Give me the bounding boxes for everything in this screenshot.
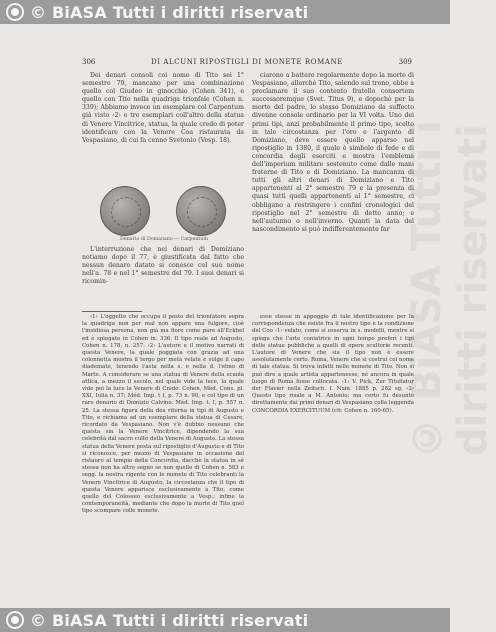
coin-obverse-image <box>100 186 150 236</box>
coin-reverse-image <box>176 186 226 236</box>
footnote: ‹1› L'oggetto che occupa il posto del trionfatore sopra la quadriga non per mal non appare una fulgore, cioè l'insidiosa persona, non già ma fiore come pare all'Eckhel ed è spiegato in Cohen in. 336. Il tipo reale ad Augusto, Cohen n. 178, n. 257. ‹2› L'autore e il motivo narrati di questa Venere, la quale poggiata con grazia ad una colonnetta mostra il tergo per metà velate e volge il capo diademato, tenendo l'asta nella s. e nella d. l'elmo di Marte. A considerare se una statua di Venere della scuola attica, a mezzo il secolo, nel quale vide la luce, la quale vide poi la luce la Venere di Cnido. Cohen, Méd. Cons. pl. XXI, Iulia n. 37; Méd. Imp. t I, p. 73 n. 90, e col tipo di un raro denario di Domizio Calvino. Méd. Imp. t. I, p. 557 n. 25. La stessa figura della dea ritorna in tipi di Augusto e Tito, e richiama ad un esemplare della statua di Cesare, ricordato da Vespasiano. Non v'è dubbio nessuno che questa sia la Venere Vincitrice, dipendendo la sua celebrità dal sacro culto della Venere di Augusto. La stessa statua della Venere posta sul ripostiglio d'Augusto e di Tito si riconosce, per mezzo di Vespasiano in occasione del ristauro al tempio della Concordia, dacchè la statua in sé stessa non ha altro segno se non quello di Cohen n. 583 e segg. la nostra vigente con le monete di Tito celebranti la Venere Vincitrice di Augusto, la circostanza che il tipo di questa Venere apparisce esclusivamente a Tito, come quello del Colosseo esclusivamente a Vesp.; infine la contemporaneità, mediante che dopo la morte di Tito quel tipo scompare colle monete. <box>82 314 244 515</box>
paragraph: Dei denari consoli coi nome di Tito sei 1° semestre 79, mancano per una combinazione quello col Giudeo in ginocchio (Cohen 341), e quello con Tito nella quadriga trionfale (Cohen n. 339); Abbiamo invece un esemplare col Carpentum già visto ‹2› e tre esemplari coll'altro della statua di Venere Vincitrice, statua, la quale credo di poter identificare con la Venere Coa ristaurata da Vespasiano, di cui fa cenno Svetonio (Vesp. 18). <box>82 72 244 144</box>
body-text-left-top <box>82 72 244 180</box>
body-text-right-top <box>252 72 414 314</box>
banner-text: © BiASA Tutti i diritti riservati <box>30 610 309 630</box>
coin-illustration <box>84 182 244 242</box>
copyright-banner-top <box>0 0 450 24</box>
running-title: DI ALCUNI RIPOSTIGLI DI MONETE ROMANE <box>150 58 344 66</box>
vertical-watermark: © BiASA Tutti i diritti riservati <box>404 120 496 460</box>
footnote-rule <box>82 311 142 312</box>
coin-caption: Denario di Domiziano — Carpentum <box>120 237 208 242</box>
footnotes-right <box>252 314 414 576</box>
page-number-right: 309 <box>398 58 412 66</box>
banner-text: © BiASA Tutti i diritti riservati <box>30 2 309 22</box>
paragraph: L'interruzione che nei denari di Domiziano notiamo dopo il 77, è giustificata dal fatto che nessun denaro datato si conosce col suo nome nell'a. 78 e nel 1° semestre del 79. I suoi denari si ricomin- <box>82 246 244 286</box>
copyright-icon <box>6 3 24 21</box>
footnote: esse stesse in appoggio di tale identificazione per la corrispondenza che esiste fra il nostro tipo e la condizione del Coo ‹1› velato, come si osserva in s. modelli, mentre si spiega che l'arte coniatrice in ogni tempo preferì i tipi delle statue pubbliche a quelli di opere scultorie recenti. L'autore di Venere che sia il tipo non è essere assolutamente certo. Roma, Venere che si costruì col nome di tale statua. Si trova infatti nelle monete di Tito. Non si può dire a quale artista appartenesse, né ancora in quale luogo di Roma fosse collocata. ‹1› V. Pick, Zur Tituliatur der Flavier nella Zeitsch. f. Num. 1885 p. 282 sg. ‹2› Questo tipo risale a M. Antonio; ma certo fu desunto direttamente dai primi denari di Vespasiano colla leggenda CONCORDIA EXERCITUUM (cfr. Cohen n. 160-65). <box>252 314 414 414</box>
paragraph: ciarono a battere regolarmente dopo la morte di Vespasiano, allorchè Tito, salendo sul trono, ebbe a proclamare il suo contento fratello consortem successoremque (Svet. Titus 9), e dopochè per la morte del padre, lo stesso Domiziano da suffecto divenne console ordinario per la VI volta. Uno dei primi tipi, anzi probabilmente il primo tipo, scelto in tale circostanza per l'oro e l'argento di Domiziano, deve essere quello apparso nel ripostiglio in 1380, il quale è simbolo di fede e di concordia degli eserciti e mostra l'emblema dell'imperium militare sostenuto come dalle mani fraterne di Tito e di Domiziano. La mancanza di tutti gli altri denari di Domiziano e Tito appartenenti al 2° semestre 79 e la presenza di quasi tutti quelli appartenenti al 1° semestre, ci obbligano a restringere i confini cronologici del ripostiglio nel 2° semestre di detto anno; e nell'autunno o nell'inverno. Quanti la data del nascondimento si può indifferentemente far <box>252 72 414 233</box>
copyright-icon <box>6 611 24 629</box>
running-header <box>82 58 412 70</box>
copyright-banner-bottom <box>0 608 450 632</box>
body-text-left-mid <box>82 246 244 306</box>
footnotes-left <box>82 314 244 576</box>
page-number-left: 306 <box>82 58 96 66</box>
